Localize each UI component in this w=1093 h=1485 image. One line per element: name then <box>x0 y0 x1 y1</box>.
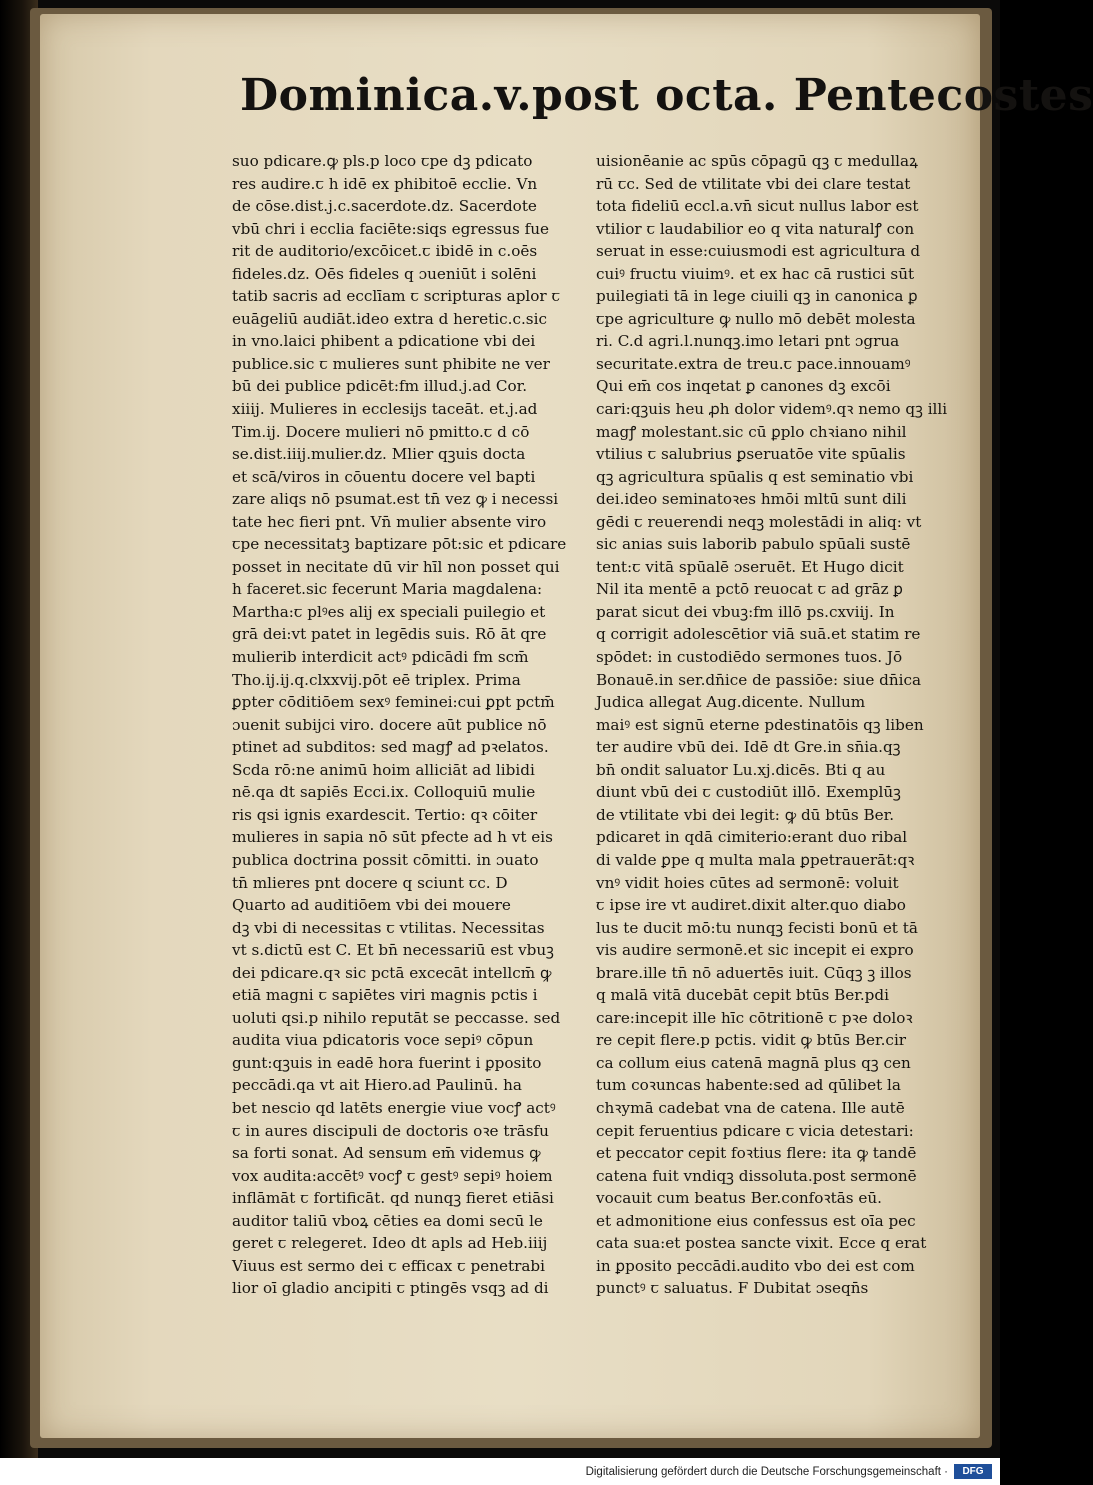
text-line: et admonitione eius confessus est oīa pec <box>596 1211 916 1230</box>
text-line: care:incepit ille hīc cōtritionē ꞇ pꝛe doloꝛ <box>596 1008 913 1027</box>
text-line: grā dei:vt patet in legēdis suis. Rō āt qre <box>232 625 547 644</box>
text-line: q corrigit adolescētior viā suā.et statim re <box>596 625 921 644</box>
text-line: q malā vitā ducebāt cepit btūs Ber.pdi <box>596 986 889 1005</box>
text-line: ɔuenit subijci viro. docere aūt publice nō <box>232 715 547 734</box>
right-text-column <box>596 150 948 1300</box>
text-line: geret ꞇ relegeret. Ideo dt apls ad Heb.iiij <box>232 1234 548 1253</box>
text-line: re cepit flere.p pctis. vidit ꝙ btūs Ber.cir <box>596 1031 907 1050</box>
text-line: etiā magni ꞇ sapiētes viri magnis pctis i <box>232 986 538 1005</box>
text-line: cari:qꝫuis heu ꝓh dolor videmꝰ.qꝛ nemo qꝫ illi <box>596 400 948 419</box>
text-line: in vno.laici phibent a pdicatione vbi dei <box>232 332 536 351</box>
text-line: bet nescio qd latēts energie viue vocꝭ actꝰ <box>232 1098 556 1117</box>
text-line: securitate.extra de treu.ꞇ pace.innouamꝰ <box>596 354 911 373</box>
text-line: vnꝰ vidit hoies cūtes ad sermonē: voluit <box>596 873 899 892</box>
text-line: cata sua:et postea sancte vixit. Ecce q erat <box>596 1234 927 1253</box>
text-line: pdicaret in qdā cimiterio:erant duo ribal <box>596 828 908 847</box>
text-line: gunt:qꝫuis in eadē hora fuerint i ꝑposito <box>232 1053 542 1072</box>
text-line: inflāmāt ꞇ fortificāt. qd nunqꝫ fieret etiāsi <box>232 1189 554 1208</box>
text-line: publica doctrina possit cōmitti. in ɔuato <box>232 850 539 869</box>
text-line: lior oī gladio ancipiti ꞇ ptingēs vsqꝫ ad di <box>232 1279 549 1298</box>
text-line: Bonauē.in ser.dn̄ice de passiōe: siue dn̄ica <box>596 670 922 689</box>
dfg-logo: DFG <box>954 1464 992 1479</box>
text-line: Nil ita mentē a pctō reuocat ꞇ ad grāz ꝑ <box>596 580 904 599</box>
text-line: vbū chri i ecclia faciēte:siqs egressus fue <box>232 219 549 238</box>
running-head: Dominica.v.post octa. Pentecostes <box>240 70 1093 121</box>
text-line: vtilius ꞇ salubrius ꝑseruatōe vite spūalis <box>596 445 906 464</box>
text-line: ꞇ ipse ire vt audiret.dixit alter.quo diabo <box>596 896 906 915</box>
left-text-column <box>232 150 567 1300</box>
text-line: se.dist.iiij.mulier.dz. Mlier qꝫuis docta <box>232 445 526 464</box>
text-line: ter audire vbū dei. Idē dt Gre.in sn̄ia.qꝫ <box>596 738 901 757</box>
text-line: Quarto ad auditiōem vbi dei mouere <box>232 896 511 915</box>
text-line: de cōse.dist.j.c.sacerdote.dz. Sacerdote <box>232 197 537 216</box>
text-line: Viuus est sermo dei ꞇ efficax ꞇ penetrabi <box>232 1256 545 1275</box>
text-line: et peccator cepit foꝛtius flere: ita ꝙ tandē <box>596 1144 917 1163</box>
text-line: vis audire sermonē.et sic incepit ei expro <box>596 941 914 960</box>
text-line: catena fuit vndiqꝫ dissoluta.post sermonē <box>596 1166 917 1185</box>
text-line: tate hec fieri pnt. Vn̄ mulier absente viro <box>232 512 547 531</box>
text-line: mulieres in sapia nō sūt pfecte ad h vt eis <box>232 828 553 847</box>
text-line: chꝛymā cadebat vna de catena. Ille autē <box>596 1098 905 1117</box>
text-line: h faceret.sic fecerunt Maria magdalena: <box>232 580 543 599</box>
text-line: zare aliqs nō psumat.est tn̄ vez ꝙ i necessi <box>232 490 559 509</box>
text-line: mulierib interdicit actꝰ pdicādi fm scm̄ <box>232 648 529 667</box>
text-line: dei pdicare.qꝛ sic pctā excecāt intellcm̄ ꝙ <box>232 963 552 982</box>
text-line: audita viua pdicatoris voce sepiꝰ cōpun <box>232 1031 534 1050</box>
text-line: Scda rō:ne animū hoim alliciāt ad libidi <box>232 760 535 779</box>
text-line: tn̄ mlieres pnt docere q sciunt ꞇc. D <box>232 873 508 892</box>
text-line: bū dei publice pdicēt:fm illud.j.ad Cor. <box>232 377 528 396</box>
text-line: seruat in esse:cuiusmodi est agricultura d <box>596 242 921 261</box>
text-line: posset in necitate dū vir hīl non posset qui <box>232 557 560 576</box>
text-line: maiꝰ est signū eterne pdestinatōis qꝫ liben <box>596 715 924 734</box>
text-line: gēdi ꞇ reuerendi neqꝫ molestādi in aliq: vt <box>596 512 922 531</box>
text-line: Martha:ꞇ plꝰes alij ex speciali puilegio et <box>232 602 546 621</box>
text-line: ca collum eius catenā magnā plus qꝫ cen <box>596 1053 911 1072</box>
text-line: vocauit cum beatus Ber.confoꝛtās eū. <box>596 1189 882 1208</box>
text-line: sic anias suis laborib pabulo spūali sustē <box>596 535 911 554</box>
text-line: peccādi.qa vt ait Hiero.ad Paulinū. ha <box>232 1076 522 1095</box>
text-line: euāgeliū audiāt.ideo extra d heretic.c.sic <box>232 309 547 328</box>
text-line: uisionēanie ac spūs cōpagū qꝫ ꞇ medullaꝝ <box>596 152 918 170</box>
text-line: lus te ducit mō:tu nunqꝫ fecisti bonū et tā <box>596 918 918 937</box>
text-line: diunt vbū dei ꞇ custodiūt illō. Exemplūꝫ <box>596 783 901 802</box>
text-line: sa forti sonat. Ad sensum em̄ videmus ꝙ <box>232 1144 541 1163</box>
text-line: dꝫ vbi di necessitas ꞇ vtilitas. Necessitas <box>232 918 545 937</box>
text-line: nē.qa dt sapiēs Ecci.ix. Colloquiū mulie <box>232 783 536 802</box>
text-line: fideles.dz. Oēs fideles q ɔueniūt i solēni <box>232 264 537 283</box>
text-line: auditor taliū vboꝝ cēties ea domi secū le <box>232 1211 543 1230</box>
text-line: spōdet: in custodiēdo sermones tuos. Jō <box>596 648 903 667</box>
text-line: ꞇpe necessitatꝫ baptizare pōt:sic et pdicare <box>232 535 567 554</box>
text-line: tum coꝛuncas habente:sed ad qūlibet la <box>596 1076 901 1095</box>
text-line: Judica allegat Aug.dicente. Nullum <box>596 693 866 712</box>
text-line: ptinet ad subditos: sed magꝭ ad pꝛelatos. <box>232 738 549 757</box>
text-line: qꝫ agricultura spūalis q est seminatio vbi <box>596 467 914 486</box>
text-line: tatib sacris ad ecclīam ꞇ scripturas aplor ꞇ <box>232 287 561 306</box>
text-line: brare.ille tn̄ nō aduertēs iuit. Cūqꝫ ꝫ illos <box>596 963 912 982</box>
text-line: puilegiati tā in lege ciuili qꝫ in canonica ꝑ <box>596 287 918 306</box>
text-line: ꝑpter cōditiōem sexꝰ feminei:cui ꝑpt pctm̄ <box>232 693 555 712</box>
text-line: tota fideliū eccl.a.vn̄ sicut nullus labor est <box>596 197 919 216</box>
text-line: Tim.ij. Docere mulieri nō pmitto.ꞇ d cō <box>232 422 530 441</box>
text-line: rit de auditorio/excōicet.ꞇ ibidē in c.oēs <box>232 242 538 261</box>
text-line: Tho.ij.ij.q.clxxvij.pōt eē triplex. Prima <box>232 670 521 689</box>
text-line: rū ꞇc. Sed de vtilitate vbi dei clare testat <box>596 174 911 193</box>
text-line: Qui em̄ cos inqetat ꝑ canones dꝫ excōi <box>596 377 891 396</box>
text-line: parat sicut dei vbuꝫ:fm illō ps.cxviij. In <box>596 602 895 621</box>
text-line: magꝭ molestant.sic cū ꝑplo chꝛiano nihil <box>596 422 907 441</box>
text-line: publice.sic ꞇ mulieres sunt phibite ne ver <box>232 354 550 373</box>
funding-credit: Digitalisierung gefördert durch die Deutsche Forschungsgemeinschaft · <box>585 1466 948 1478</box>
text-line: xiiij. Mulieres in ecclesijs taceāt. et.j.ad <box>232 400 538 419</box>
text-line: punctꝰ ꞇ saluatus. F Dubitat ɔseqn̄s <box>596 1279 869 1298</box>
text-line: de vtilitate vbi dei legit: ꝙ dū btūs Ber. <box>596 805 895 824</box>
text-line: tent:ꞇ vitā spūalē ɔseruēt. Et Hugo dicit <box>596 557 904 576</box>
text-line: vt s.dictū est C. Et bn̄ necessariū est vbuꝫ <box>232 941 554 960</box>
text-line: in ꝑposito peccādi.audito vbo dei est com <box>596 1256 915 1275</box>
text-line: uoluti qsi.p nihilo reputāt se peccasse. sed <box>232 1008 561 1027</box>
text-line: ꞇpe agriculture ꝙ nullo mō debēt molesta <box>596 309 916 328</box>
text-line: vtilior ꞇ laudabilior eo q vita naturalꝭ con <box>596 219 915 238</box>
text-line: dei.ideo seminatoꝛes hmōi mltū sunt dili <box>596 490 907 509</box>
text-line: ꞇ in aures discipuli de doctoris oꝛe trāsfu <box>232 1121 549 1140</box>
text-line: di valde ꝑpe q multa mala ꝑpetrauerāt:qꝛ <box>596 850 915 869</box>
text-line: cuiꝰ fructu viuimꝰ. et ex hac cā rustici sūt <box>596 264 915 283</box>
text-line: ris qsi ignis exardescit. Tertio: qꝛ cōiter <box>232 805 538 824</box>
text-line: res audire.ꞇ h idē ex phibitoē ecclie. Vn <box>232 174 538 193</box>
text-line: ri. C.d agri.l.nunqꝫ.imo letari pnt ɔgrua <box>596 332 900 351</box>
text-line: suo pdicare.ꝙ pls.p loco ꞇpe dꝫ pdicato <box>232 152 533 170</box>
text-line: et scā/viros in cōuentu docere vel bapti <box>232 467 536 486</box>
text-line: vox audita:accētꝰ vocꝭ ꞇ gestꝰ sepiꝰ hoiem <box>232 1166 553 1185</box>
text-line: cepit feruentius pdicare ꞇ vicia detestari: <box>596 1121 914 1140</box>
text-line: bn̄ ondit saluator Lu.xj.dicēs. Bti q au <box>596 760 886 779</box>
